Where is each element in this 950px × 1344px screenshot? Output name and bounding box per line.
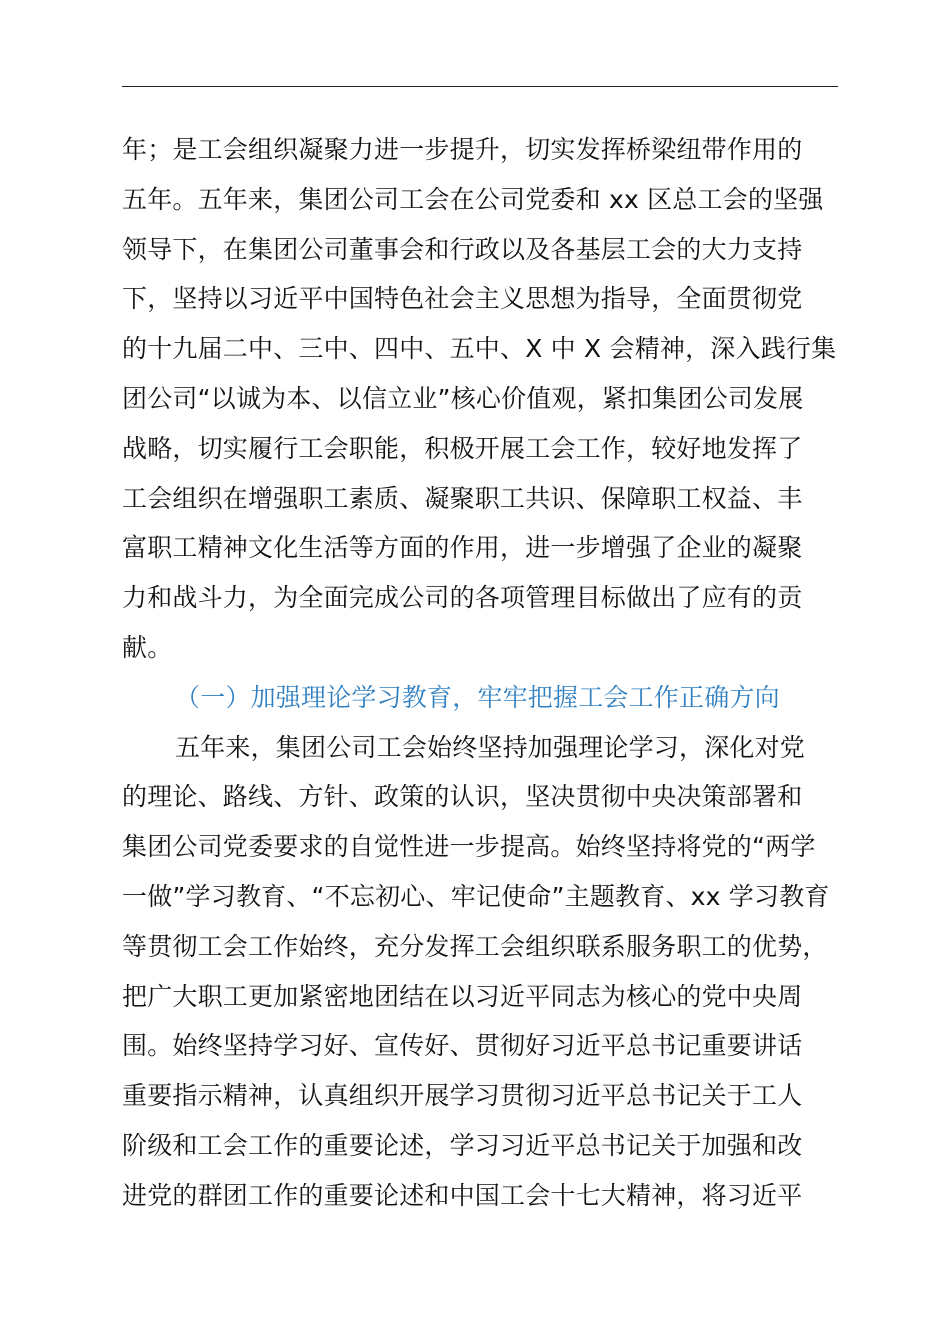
section-heading: （一）加强理论学习教育，牢牢把握工会工作正确方向: [175, 682, 780, 712]
text-line: 进党的群团工作的重要论述和中国工会十七大精神，将习近平: [122, 1180, 803, 1210]
text-line: 年；是工会组织凝聚力进一步提升，切实发挥桥梁纽带作用的: [122, 135, 803, 164]
text-line: 富职工精神文化生活等方面的作用，进一步增强了企业的凝聚: [122, 533, 803, 563]
text-line: 五年。五年来，集团公司工会在公司党委和 xx 区总工会的坚强: [122, 184, 824, 214]
text-line: 领导下，在集团公司董事会和行政以及各基层工会的大力支持: [122, 234, 803, 264]
text-line: 的理论、路线、方针、政策的认识，坚决贯彻中央决策部署和: [122, 782, 803, 812]
header-rule: [122, 86, 838, 87]
text-line: 下，坚持以习近平中国特色社会主义思想为指导，全面贯彻党: [122, 284, 803, 314]
text-line: 工会组织在增强职工素质、凝聚职工共识、保障职工权益、丰: [122, 483, 803, 513]
text-line: 围。始终坚持学习好、宣传好、贯彻好习近平总书记重要讲话: [122, 1031, 803, 1061]
text-line: 集团公司党委要求的自觉性进一步提高。始终坚持将党的“两学: [122, 832, 816, 862]
text-line: 团公司“以诚为本、以信立业”核心价值观，紧扣集团公司发展: [122, 383, 804, 413]
body-text: [122, 125, 862, 1221]
text-line: 等贯彻工会工作始终，充分发挥工会组织联系服务职工的优势，: [122, 931, 828, 961]
text-line: 五年来，集团公司工会始终坚持加强理论学习，深化对党: [175, 732, 806, 762]
text-line: 阶级和工会工作的重要论述，学习习近平总书记关于加强和改: [122, 1130, 803, 1160]
text-line: 重要指示精神，认真组织开展学习贯彻习近平总书记关于工人: [122, 1081, 803, 1111]
text-line: 力和战斗力，为全面完成公司的各项管理目标做出了应有的贡: [122, 583, 803, 613]
text-line: 一做”学习教育、“不忘初心、牢记使命”主题教育、xx 学习教育: [122, 881, 830, 911]
text-line: 献。: [122, 632, 173, 662]
paragraph-1: [122, 125, 862, 673]
text-line: 战略，切实履行工会职能，积极开展工会工作，较好地发挥了: [122, 433, 803, 463]
text-line: 的十九届二中、三中、四中、五中、X 中 X 会精神，深入践行集: [122, 334, 837, 364]
paragraph-2: [122, 723, 862, 1221]
text-line: 把广大职工更加紧密地团结在以习近平同志为核心的党中央周: [122, 981, 803, 1011]
